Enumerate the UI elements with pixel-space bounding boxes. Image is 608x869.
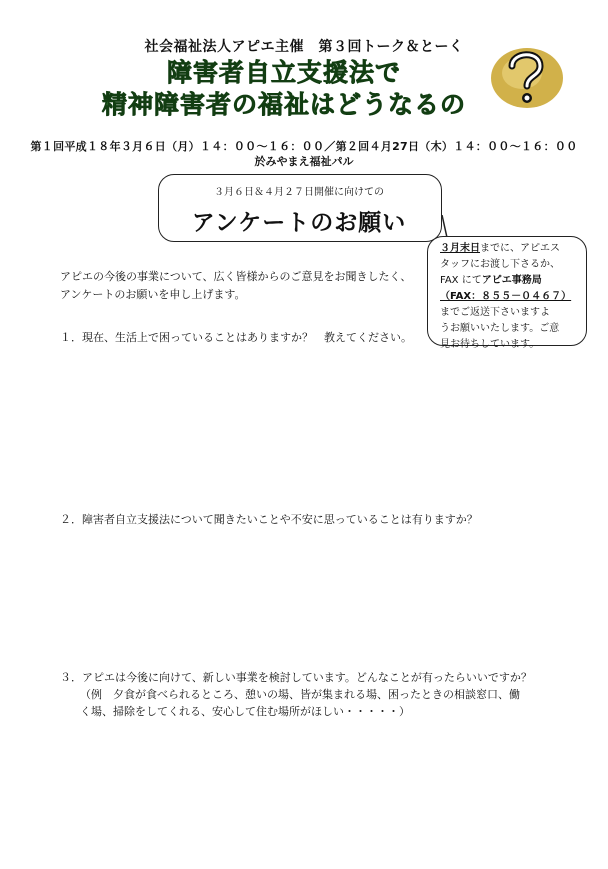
note-line-5: までご返送下さいますよ [440, 307, 550, 318]
intro-line-2: アンケートのお願いを申し上げます。 [60, 288, 246, 301]
question-3-examples [80, 686, 530, 720]
venue: 於みやまえ福祉パル [254, 155, 354, 168]
question-2: ２．障害者自立支援法について聞きたいことや不安に思っていることは有りますか？ [60, 513, 478, 526]
note-fax-number: （FAX：８５５－０４６７） [440, 291, 572, 302]
question-mark-icon [486, 40, 568, 112]
question-3-example-line-1: （例 夕食が食べられるところ、憩いの場、皆が集まれる場、困ったときの相談窓口、働 [80, 688, 520, 701]
question-1: １．現在、生活上で困っていることはありますか？ 教えてください。 [60, 331, 412, 344]
note-line-1: までに、アピエス [480, 243, 560, 254]
question-3: ３．アピエは今後に向けて、新しい事業を検討しています。どんなことが有ったらいいですか？ [60, 671, 532, 684]
intro-text [60, 268, 430, 304]
banner-title: アンケートのお願い [191, 210, 407, 236]
deadline-note [427, 236, 587, 350]
note-office: アピエ事務局 [481, 275, 542, 286]
note-line-2: タッフにお渡し下さるか、 [440, 259, 560, 270]
note-line-3: FAX にて [440, 275, 482, 286]
banner-subtitle: ３月６日＆４月２７日開催に向けての [214, 187, 384, 198]
note-line-7: 見お待ちしています。 [440, 339, 540, 350]
organizer-line: 社会福祉法人アピエ主催 第３回トーク＆とーく [144, 39, 464, 55]
main-title-line-2: 精神障害者の福祉はどうなるの [101, 90, 466, 119]
intro-line-1: アピエの今後の事業について、広く皆様からのご意見をお聞きしたく、 [60, 270, 412, 283]
schedule-dates: 第１回平成１８年３月６日（月）１４：００～１６：００／第２回４月27日（木）１４：００～１６：００ [30, 140, 578, 153]
note-deadline: ３月末日 [440, 243, 480, 254]
note-line-6: うお願いいたします。ご意 [440, 323, 560, 334]
main-title-line-1: 障害者自立支援法で [166, 58, 401, 87]
question-3-example-line-2: く場、掃除をしてくれる、安心して住む場所がほしい・・・・・） [80, 705, 410, 718]
